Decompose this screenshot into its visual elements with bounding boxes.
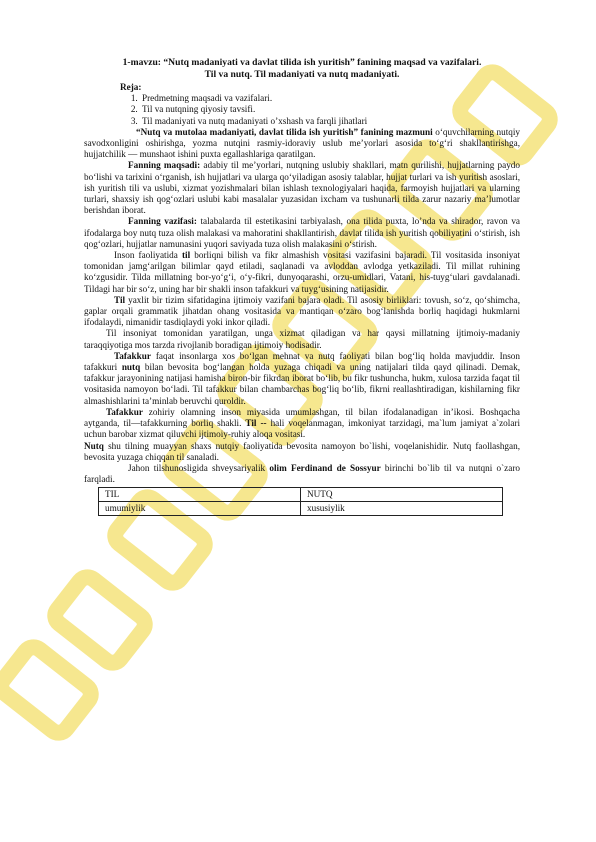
paragraph-text: zohiriy olamning inson miyasida umumlashgan, til bilan ifodalanadigan in’ikosi. Boshqacha aytganda, til—tafakkurning borliq shakli. xyxy=(84,406,520,429)
paragraph-language-phenomenon xyxy=(84,328,520,350)
paragraph-text: yaxlit bir tizim sifatidagina ijtimoiy vazifani bajara oladi. Til asosiy birliklari: tovush, so‘z, qo‘shimcha, gaplar orqali grammatik jihatdan ohang vositasida va mantiqan o‘zaro bog‘lanishda borliq haqidagi hukmlarni ifodalaydi, nimanidir tasdiqlaydi yoki inkor qiladi. xyxy=(84,294,520,328)
table-header-row xyxy=(99,488,503,502)
paragraph-text: Jahon tilshunosligida shveysariyalik xyxy=(128,462,270,473)
paragraph-bold: nutq xyxy=(121,362,141,373)
paragraph-course-content xyxy=(84,127,520,161)
language-speech-table xyxy=(98,487,503,516)
watermark-glyph xyxy=(0,643,95,736)
paragraph-text: o‘quvchilarning nutqiy savodxonligini oshirishga, yozma nutqini rasmiy-idoraviy uslub me’yorlari asosida to‘g‘ri shakllantirishga, hujjatchilik — munshaot ishini puxta egallashlariga qaratilgan. xyxy=(84,126,520,160)
paragraph-bold: Til xyxy=(114,294,126,305)
paragraph-thinking-definition xyxy=(84,407,520,441)
plan-item: 2. Til va nutqning qiyosiy tavsifi. xyxy=(140,104,520,115)
paragraph-text: Til insoniyat tomonidan yaratilgan, unga xizmat qiladigan va har qaysi millatning ijtimoiy-madaniy taraqqiyotiga mos tarzda rivojlanib boradigan ijtimoiy hodisadir. xyxy=(84,328,520,350)
paragraph-language-system xyxy=(84,295,520,329)
paragraph-course-goal xyxy=(84,160,520,216)
plan-item: 1. Predmetning maqsadi va vazifalari. xyxy=(140,93,520,104)
paragraph-bold: Fanning maqsadi: xyxy=(128,160,201,171)
paragraph-bold: Nutq xyxy=(84,440,104,451)
plan-item: 3. Til madaniyati va nutq madaniyati o’xshash va farqli jihatlari xyxy=(140,116,520,127)
watermark-glyph xyxy=(51,573,149,666)
paragraph-text: birinchi bo`lib til va nutqni o`zaro farqladi. xyxy=(84,462,520,485)
table-header-cell: NUTQ xyxy=(301,488,503,502)
plan-list xyxy=(84,93,520,127)
paragraph-bold: olim Ferdinand de Sossyur xyxy=(269,462,381,473)
paragraph-bold: Fanning vazifasi: xyxy=(128,216,197,227)
paragraph-text: talabalarda til estetikasini tarbiyalash, ona tilida puxta, lo’nda va shirador, ravon va ifodalarga boy nutq tuza olish malakasi va mahoratini shakllantirish, davlat tilida ish yuritish qobiliyatini o‘stirish, ish qog‘ozlari, hujjatlar namunasini yuqori saviyada tuza olish malakasini o‘stirish. xyxy=(84,216,520,249)
paragraph-text: hali voqelanmagan, imkoniyat tarzidagi, ma`lum jamiyat a`zolari uchun barobar xizmat qiluvchi ijtimoiy-ruhiy aloqa vositasi. xyxy=(84,418,521,440)
paragraph-bold: “Nutq va mutolaa madaniyati, davlat tilida ish yuritish” fanining mazmuni xyxy=(136,126,433,137)
paragraph-text: Inson faoliyatida xyxy=(114,250,182,261)
paragraph-bold: Tafakkur xyxy=(106,406,143,417)
plan-label: Reja: xyxy=(120,82,142,92)
paragraph-text: shu tilning muayyan shaxs nutqiy faoliyatida bevosita namoyon bo`lishi, voqelanishidir. Nutq faollashgan, bevosita yuzaga chiqqan til sanaladi. xyxy=(84,440,520,462)
table-cell: umumiylik xyxy=(99,502,301,516)
document-body xyxy=(84,57,520,516)
topic-title xyxy=(84,57,520,81)
table-header-cell: TIL xyxy=(99,488,301,502)
paragraph-text: borliqni bilish va fikr almashish vositasi vazifasini bajaradi. Til vositasida insoniyat tomonidan jamg‘arilgan bilimlar qayd etiladi, saqlanadi va avloddan avlodga yetkaziladi. Til millat ruhining ko‘zgusidir. Tilda millatning bor-yo‘g‘i, o‘y-fikri, dunyoqarashi, orzu-umidlari, Vatani, his-tuyg‘ulari gavdalanadi. Tildagi har bir so‘z, uning har bir shakli inson tafakkuri va tuyg‘usining natijasidir. xyxy=(84,250,520,294)
table-row xyxy=(99,502,503,516)
paragraph-thinking xyxy=(84,351,520,407)
paragraph-text: bilan bevosita bog‘langan holda yuzaga chiqadi va uning natijalari tilda qayd qilinadi. Demak, tafakkur jarayonining natijasi hamisha biron-bir fikrdan iborat bo‘lib, bu fikr tushuncha, hukm, xulosa tarzida faqat til vositasida namoyon bo‘ladi. Til tafakkur bilan chambarchas bog‘liq bo‘lib, fikrni reallashtiradigan, kishilarning fikr almashishlarini ta’minlab beruvchi quroldir. xyxy=(84,362,520,406)
paragraph-text: adabiy til me’yorlari, nutqning uslubiy shakllari, matn qurilishi, hujjatlarning paydo bo‘lishi va tarixini o‘rganish, ish hujjatlari va ularga qo‘yiladigan asosiy talablar, hujjat turlari va ish yuritish asoslari, ish yuritish tili va uslubi, xizmat yozishmalari bilan ishlash texnologiyalari haqida, farmoyish hujjatlari va ularning turlari, shaxsiy ish qog‘ozlari uslubi kabi masalalar yuzasidan ixcham va tushunarli tilda zarur nazariy ma’lumotlar berishdan iborat. xyxy=(84,160,520,216)
paragraph-text: faqat insonlarga xos bo‘lgan mehnat va nutq faoliyati bilan bog‘liq holda mavjuddir. Inson tafakkuri xyxy=(84,350,520,373)
paragraph-course-tasks xyxy=(84,216,520,250)
paragraph-bold: til xyxy=(181,250,191,261)
table-cell: xususiylik xyxy=(301,502,503,516)
paragraph-saussure xyxy=(84,463,520,485)
paragraph-language-role xyxy=(84,250,520,295)
topic-title-line1: 1-mavzu: “Nutq madaniyati va davlat tilida ish yuritish” fanining maqsad va vazifalari. xyxy=(122,57,482,68)
paragraph-bold: Til -- xyxy=(245,418,267,429)
topic-title-line2: Til va nutq. Til madaniyati va nutq madaniyati. xyxy=(204,69,400,80)
paragraph-bold: Tafakkur xyxy=(114,350,151,361)
paragraph-speech xyxy=(84,441,520,463)
